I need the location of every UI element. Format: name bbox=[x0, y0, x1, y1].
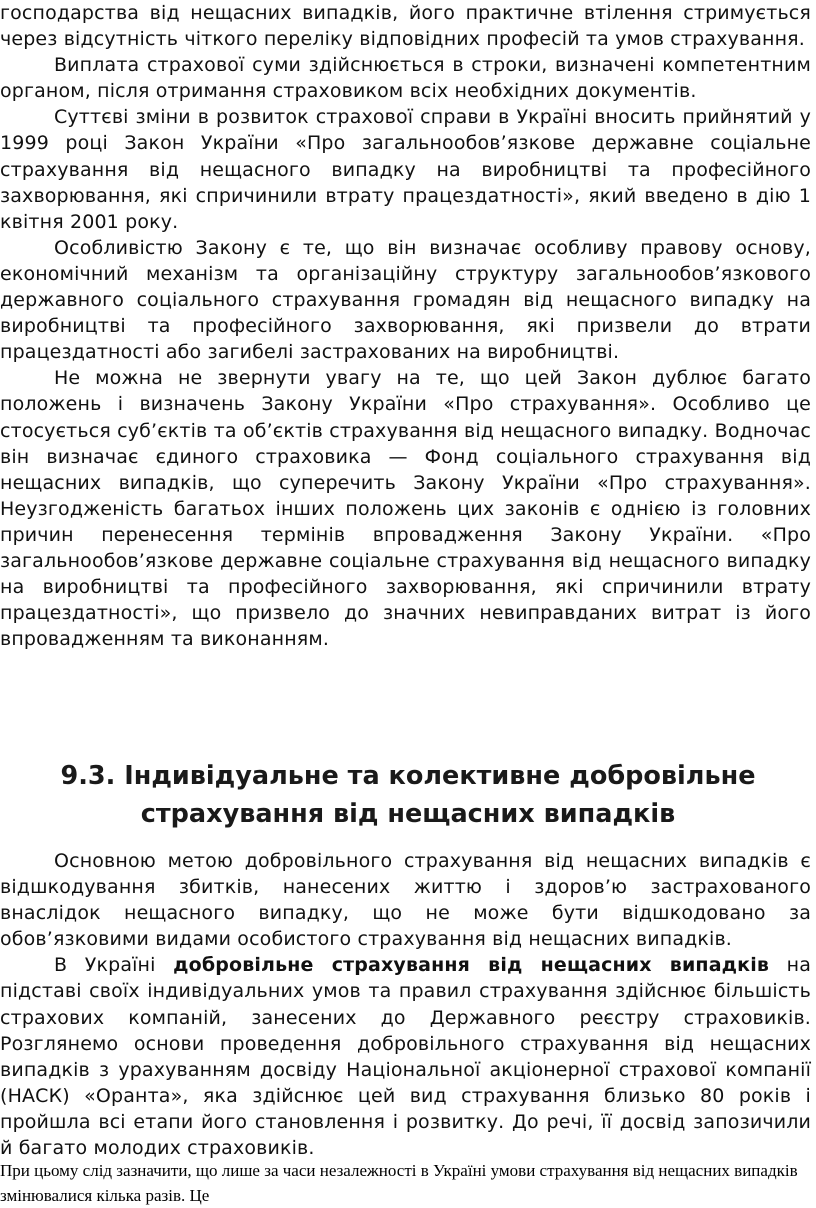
section-body bbox=[0, 848, 811, 1161]
closing-text-block bbox=[0, 1158, 812, 1208]
paragraph-1: господарства від нещасних випадків, його практичне втілення стримується через відсутність чіткого переліку відповідних професій та умов страхування. bbox=[0, 2, 811, 51]
section-heading-line-1: 9.3. Індивідуальне та колективне добровільне bbox=[60, 761, 756, 791]
section-paragraph-1: Основною метою добровільного страхування від нещасних випадків є відшкодування збитків, нанесених життю і здоров’ю застрахованого внаслідок нещасного випадку, що не може бути відшкодовано за обов’язковими видами особистого страхування від нещасних випадків. bbox=[0, 850, 811, 951]
section-paragraph-2-rest: на підставі своїх індивідуальних умов та правил страхування здійснює більшість страхових компаній, занесених до Державного реєстру страховиків. Розглянемо основи проведення добровільного страхування від нещасних випадків з урахуванням досвіду Національної акціонерної страхової компанії (НАСК) «Оранта», яка здійснює цей вид страхування близько 80 років і пройшла всі етапи його становлення і розвитку. До речі, її досвід запозичили й багато молодих страховиків. bbox=[0, 954, 811, 1160]
paragraph-3: Суттєві зміни в розвиток страхової справи в Україні вносить прийнятий у 1999 році Закон України «Про загальнообов’язкове державне соціальне страхування від нещасного випадку на виробництві та професійного захворювання, які спричинили втрату працездатності», який введено в дію 1 квітня 2001 року. bbox=[0, 106, 811, 233]
paragraph-4: Особливістю Закону є те, що він визначає особливу правову основу, економічний механізм та організаційну структуру загальнообов’язкового державного соціального страхування громадян від нещасного випадку на виробництві та професійного захворювання, які призвели до втрати працездатності або загибелі застрахованих на виробництві. bbox=[0, 236, 811, 364]
section-paragraph-2-lead: В Україні bbox=[54, 954, 174, 977]
section-heading-line-2: страхування від нещасних випадків bbox=[140, 799, 676, 829]
section-paragraph-2 bbox=[0, 952, 811, 1161]
paragraph-5: Не можна не звернути увагу на те, що цей Закон дублює багато положень і визначень Закону України «Про страхування». Особливо це стосується суб’єктів та об’єктів страхування від нещасного випадку. Водночас він визначає єдиного страховика — Фонд соціального страхування від нещасних випадків, що суперечить Закону України «Про страхування». Неузгодженість багатьох інших положень цих законів є однією із головних причин перенесення термінів впровадження Закону України. «Про загальнообов’язкове державне соціальне страхування від нещасного випадку на виробництві та професійного захворювання, які спричинили втрату працездатності», що призвело до значних невиправданих витрат із його впровадженням та виконанням. bbox=[0, 367, 811, 651]
section-heading bbox=[0, 757, 816, 833]
section-paragraph-2-bold-term: добровільне страхування від нещасних випадків bbox=[173, 954, 770, 977]
paragraph-2: Виплата страхової суми здійснюється в строки, визначені компетентним органом, після отримання страховиком всіх необхідних документів. bbox=[0, 54, 811, 103]
closing-paragraph: При цьому слід зазначити, що лише за часи незалежності в Україні умови страхування від нещасних випадків змінювалися кілька разів. Це bbox=[0, 1161, 798, 1205]
